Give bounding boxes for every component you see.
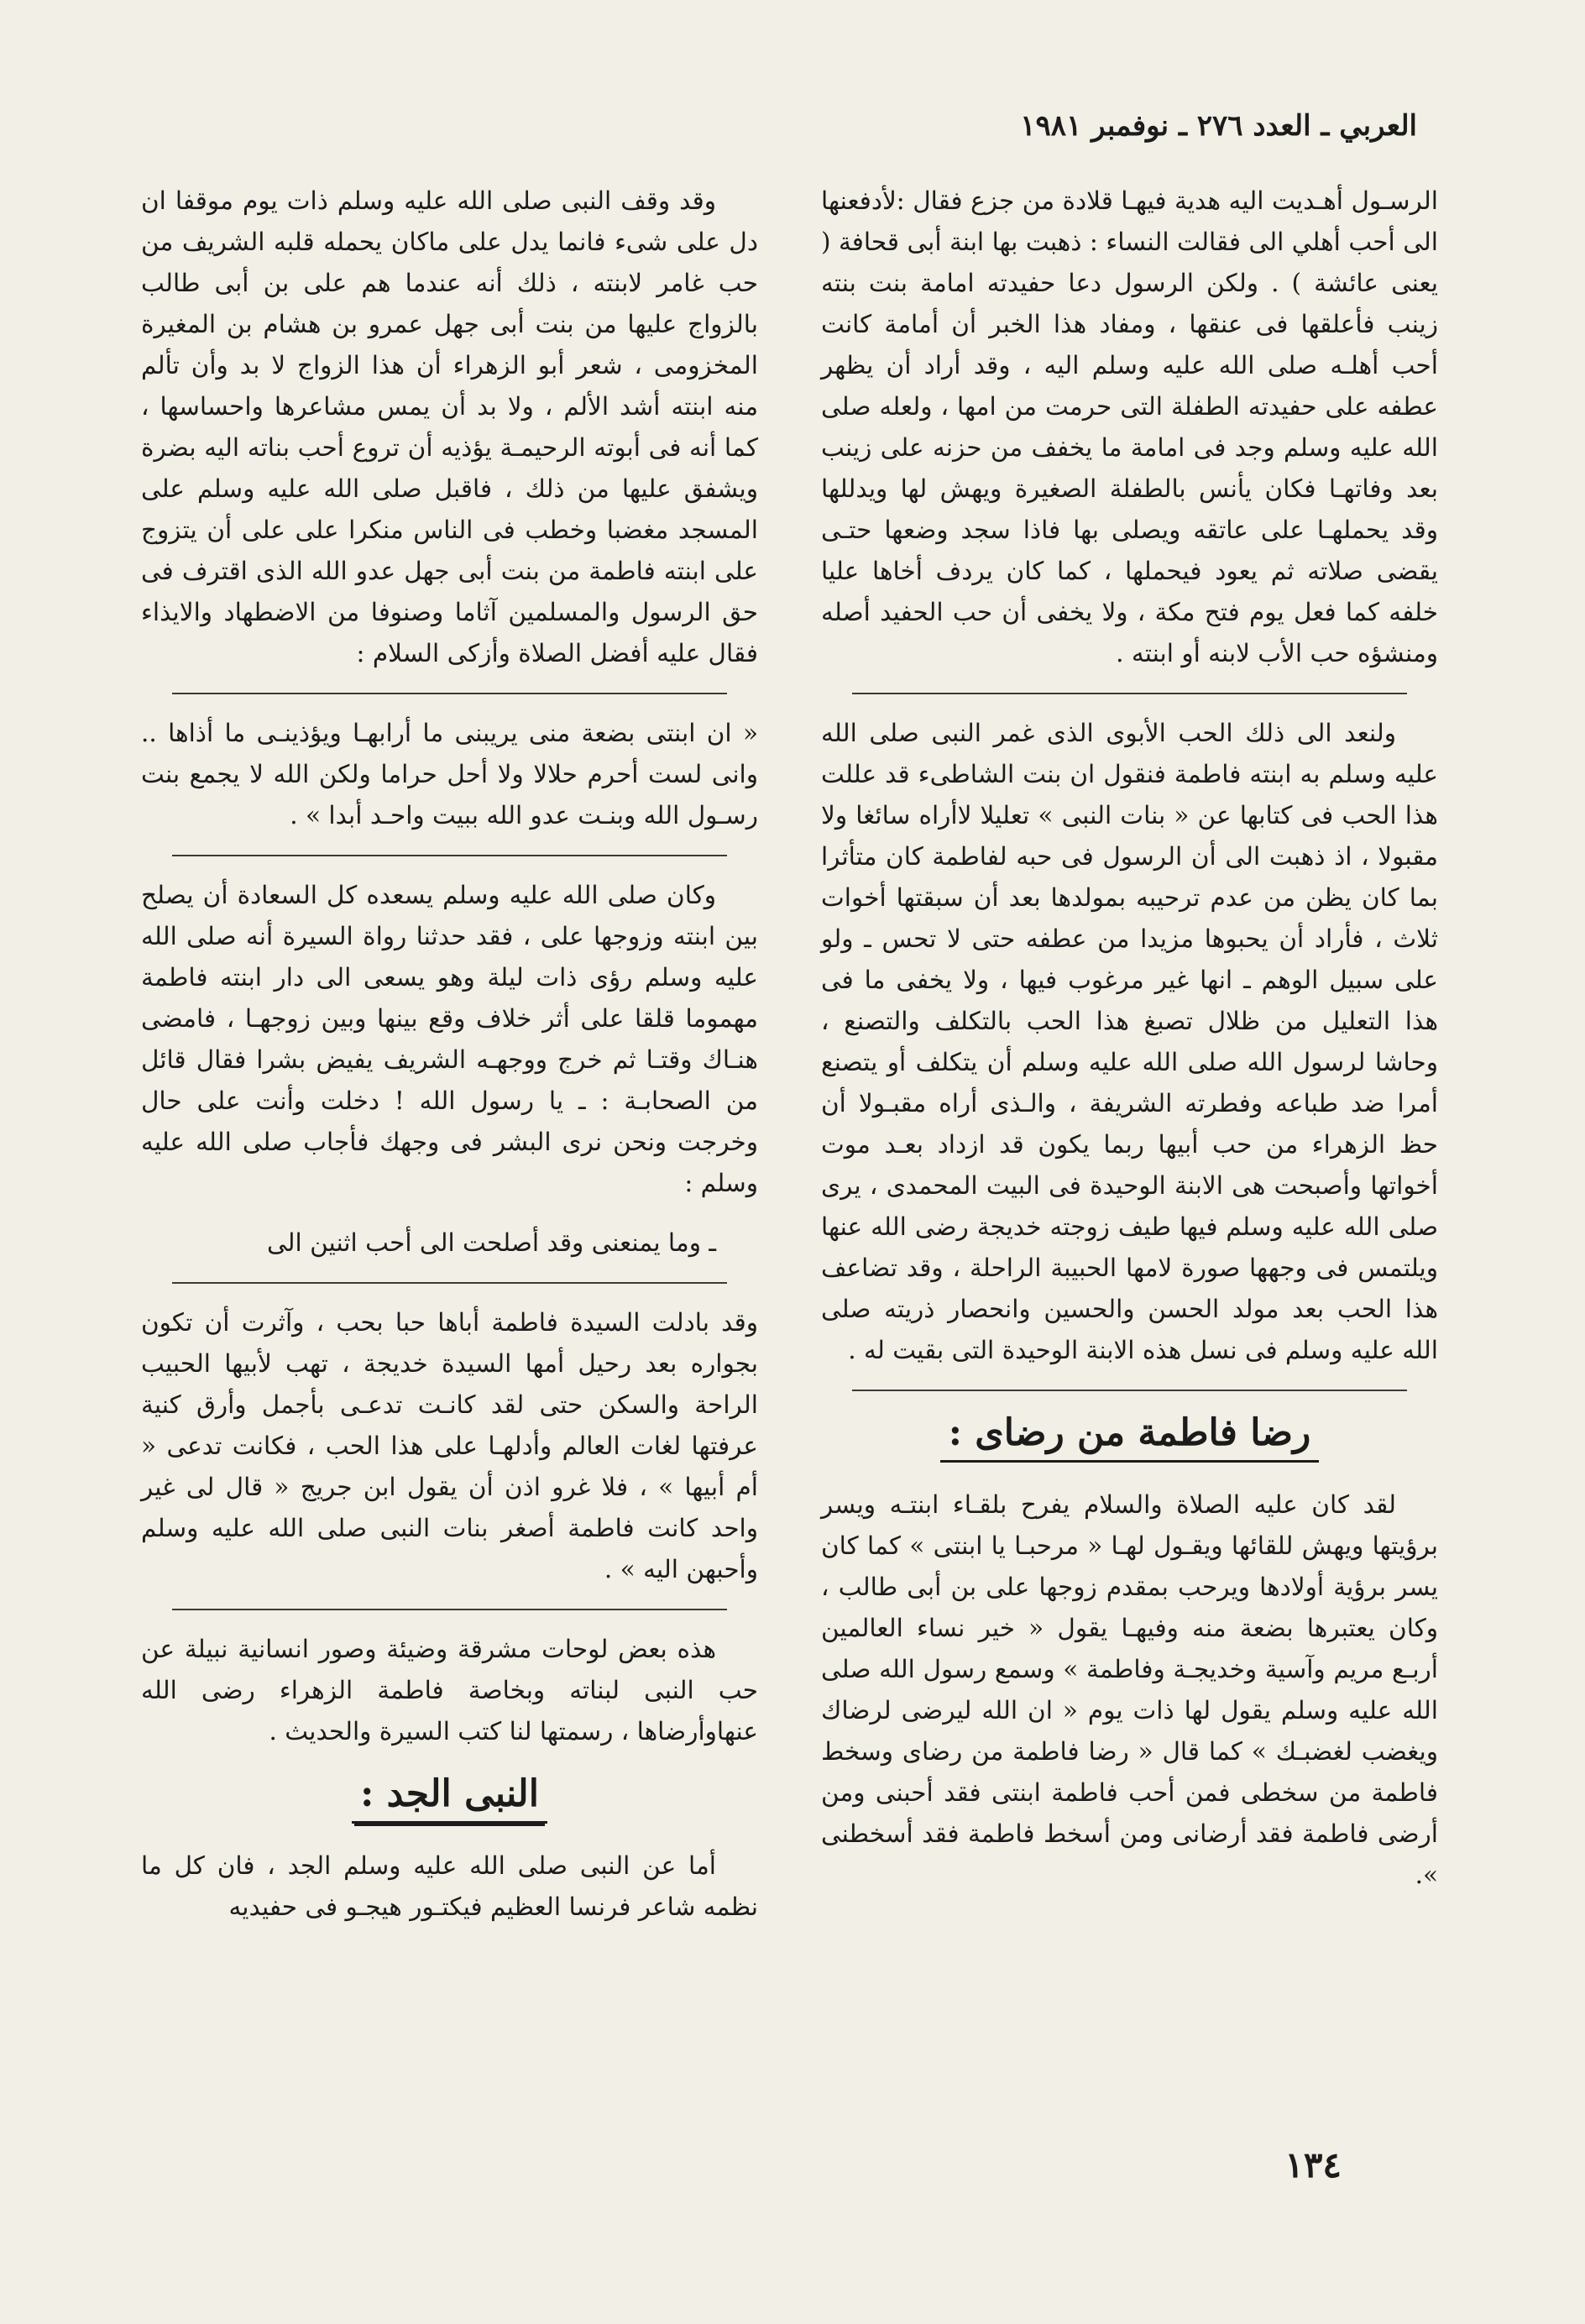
paragraph: وكان صلى الله عليه وسلم يسعده كل السعادة أن يصلح بين ابنته وزوجها على ، فقد حدثنا رواة السيرة أنه صلى الله عليه وسلم رؤى ذات ليلة وهو يسعى الى دار ابنته فاطمة مهموما قلقا على أثر خلاف وقع بينها وبين زوجهـا ، فامضى هنـاك وقتـا ثم خرج ووجهـه الشريف يفيض بشرا فقال قائل من الصحابـة : ـ يا رسول الله ! دخلت وأنت على حال وخرجت ونحن نرى البشر فى وجهك فأجاب صلى الله عليه وسلم : bbox=[141, 881, 758, 1197]
section-heading-text: النبى الجد : bbox=[352, 1771, 547, 1824]
section-heading-text: رضا فاطمة من رضاى : bbox=[940, 1410, 1320, 1463]
divider bbox=[172, 855, 728, 856]
paragraph: ولنعد الى ذلك الحب الأبوى الذى غمر النبى صلى الله عليه وسلم به ابنته فاطمة فنقول ان بنت الشاطىء قد عللت هذا الحب فى كتابها عن « بنات النبى » تعليلا لاأراه سائغا ولا مقبولا ، اذ ذهبت الى أن الرسول فى حبه لفاطمة كان متأثرا بما كان يظن من عدم ترحيبه بمولدها بعد أن سبقتها أخوات ثلاث ، فأراد أن يحبوها مزيدا من عطفه حتى لا تحس ـ ولو على سبيل الوهم ـ انها غير مرغوب فيها ، ولا يخفى ما فى هذا التعليل من ظلال تصبغ هذا الحب بالتكلف والتصنع ، وحاشا لرسول الله صلى الله عليه وسلم أن يتكلف أو يتصنع أمرا ضد طباعه وفطرته الشريفة ، والـذى أراه مقبـولا أن حظ الزهراء من حب أبيها ربما يكون قد ازداد بعـد موت أخواتها وأصبحت هى الابنة الوحيدة فى البيت المحمدى ، يرى صلى الله عليه وسلم فيها طيف زوجته خديجة رضى الله عنها ويلتمس فى وجهها صورة لامها الحبيبة الراحلة ، وقد تضاعف هذا الحب بعد مولد الحسن والحسين وانحصار ذريته صلى الله عليه وسلم فى نسل هذه الابنة الوحيدة التى بقيت له . bbox=[821, 719, 1438, 1364]
paragraph: لقد كان عليه الصلاة والسلام يفرح بلقـاء ابنتـه ويسر برؤيتها ويهش للقائها ويقـول لهـا « مرحبـا يا ابنتى » كما كان يسر برؤية أولادها ويرحب بمقدم زوجها على بن أبى طالب ، وكان يعتبرها بضعة منه وفيهـا يقول « خير نساء العالمين أربـع مريم وآسية وخديجـة وفاطمة » وسمع رسول الله صلى الله عليه وسلم يقول لها ذات يوم « ان الله ليرضى لرضاك ويغضب لغضبـك » كما قال « رضا فاطمة من رضاى وسخط فاطمة من سخطى فمن أحب فاطمة ابنتى فقد أحبنى ومن أرضى فاطمة فقد أرضانى ومن أسخط فاطمة فقد أسخطنى ». bbox=[821, 1490, 1438, 1889]
running-header: العربي ـ العدد ٢٧٦ ـ نوفمبر ١٩٨١ bbox=[1020, 109, 1417, 143]
section-heading bbox=[821, 1410, 1438, 1463]
section-heading bbox=[141, 1771, 758, 1824]
divider bbox=[852, 693, 1408, 694]
divider bbox=[172, 693, 728, 694]
paragraph: ـ وما يمنعنى وقد أصلحت الى أحب اثنين الى bbox=[266, 1228, 716, 1257]
paragraph: وقد وقف النبى صلى الله عليه وسلم ذات يوم موقفا ان دل على شىء فانما يدل على ماكان يحمله قلبه الشريف من حب غامر لابنته ، ذلك أنه عندما هم على بن أبى طالب بالزواج عليها من بنت أبى جهل عمرو بن هشام بن المغيرة المخزومى ، شعر أبو الزهراء أن هذا الزواج لا بد وأن تألم منه ابنته أشد الألم ، ولا بد أن يمس مشاعرها واحساسها ، كما أنه فى أبوته الرحيمـة يؤذيه أن تروع أحب بناته اليه بضرة ويشفق عليها من ذلك ، فاقبل صلى الله عليه وسلم على المسجد مغضبا وخطب فى الناس منكرا على على أن يتزوج على ابنته فاطمة من بنت أبى جهل عدو الله الذى اقترف فى حق الرسول والمسلمين آثاما وصنوفا من الاضطهاد والايذاء فقال عليه أفضل الصلاة وأزكى السلام : bbox=[141, 186, 758, 667]
paragraph: أما عن النبى صلى الله عليه وسلم الجد ، فان كل ما نظمه شاعر فرنسا العظيم فيكتـور هيجـو فى حفيديه bbox=[141, 1851, 758, 1921]
paragraph: هذه بعض لوحات مشرقة وضيئة وصور انسانية نبيلة عن حب النبى لبناته وبخاصة فاطمة الزهراء رضى الله عنهاوأرضاها ، رسمتها لنا كتب السيرة والحديث . bbox=[141, 1635, 758, 1746]
left-column bbox=[141, 181, 758, 1946]
divider bbox=[172, 1282, 728, 1284]
hadith-quote: « ان ابنتى بضعة منى يريبنى ما أرابهـا ويؤذينـى ما أذاها .. وانى لست أحرم حلالا ولا أحل حراما ولكن الله لا يجمع بنت رسـول الله وبنـت عدو الله ببيت واحـد أبدا » . bbox=[141, 719, 758, 830]
paragraph: الرسـول أهـديت اليه هدية فيهـا قلادة من جزع فقال :لأدفعنها الى أحب أهلي الى فقالت النساء : ذهبت بها ابنة أبى قحافة ( يعنى عائشة ) . ولكن الرسول دعا حفيدته امامة بنت بنته زينب فأعلقها فى عنقها ، ومفاد هذا الخبر أن أمامة كانت أحب أهلـه صلى الله عليه وسلم اليه ، وقد أراد أن يظهر عطفه على حفيدته الطفلة التى حرمت من امها ، ولعله صلى الله عليه وسلم وجد فى امامة ما يخفف من حزنه على زينب بعد وفاتهـا فكان يأنس بالطفلة الصغيرة ويهش لها ويدللها وقد يحملهـا على عاتقه ويصلى بها فاذا سجد وضعها حتـى يقضى صلاته ثم يعود فيحملها ، كما كان يردف أخاها عليا خلفه كما فعل يوم فتح مكة ، ولا يخفى أن حب الحفيد أصله ومنشؤه حب الأب لابنه أو ابنته . bbox=[821, 186, 1438, 667]
divider bbox=[852, 1390, 1408, 1391]
divider bbox=[172, 1609, 728, 1610]
paragraph: وقد بادلت السيدة فاطمة أباها حبا بحب ، وآثرت أن تكون بجواره بعد رحيل أمها السيدة خديجة ، تهب لأبيها الحبيب الراحة والسكن حتى لقد كانـت تدعـى بأجمل وأرق كنية عرفتها لغات العالم وأدلهـا على هذا الحب ، فكانت تدعى « أم أبيها » ، فلا غرو اذن أن يقول ابن جريج « قال لى غير واحد كانت فاطمة أصغر بنات النبى صلى الله عليه وسلم وأحبهن اليه » . bbox=[141, 1308, 758, 1583]
right-column bbox=[821, 181, 1438, 1914]
page-number: ١٣٤ bbox=[1284, 2144, 1342, 2185]
